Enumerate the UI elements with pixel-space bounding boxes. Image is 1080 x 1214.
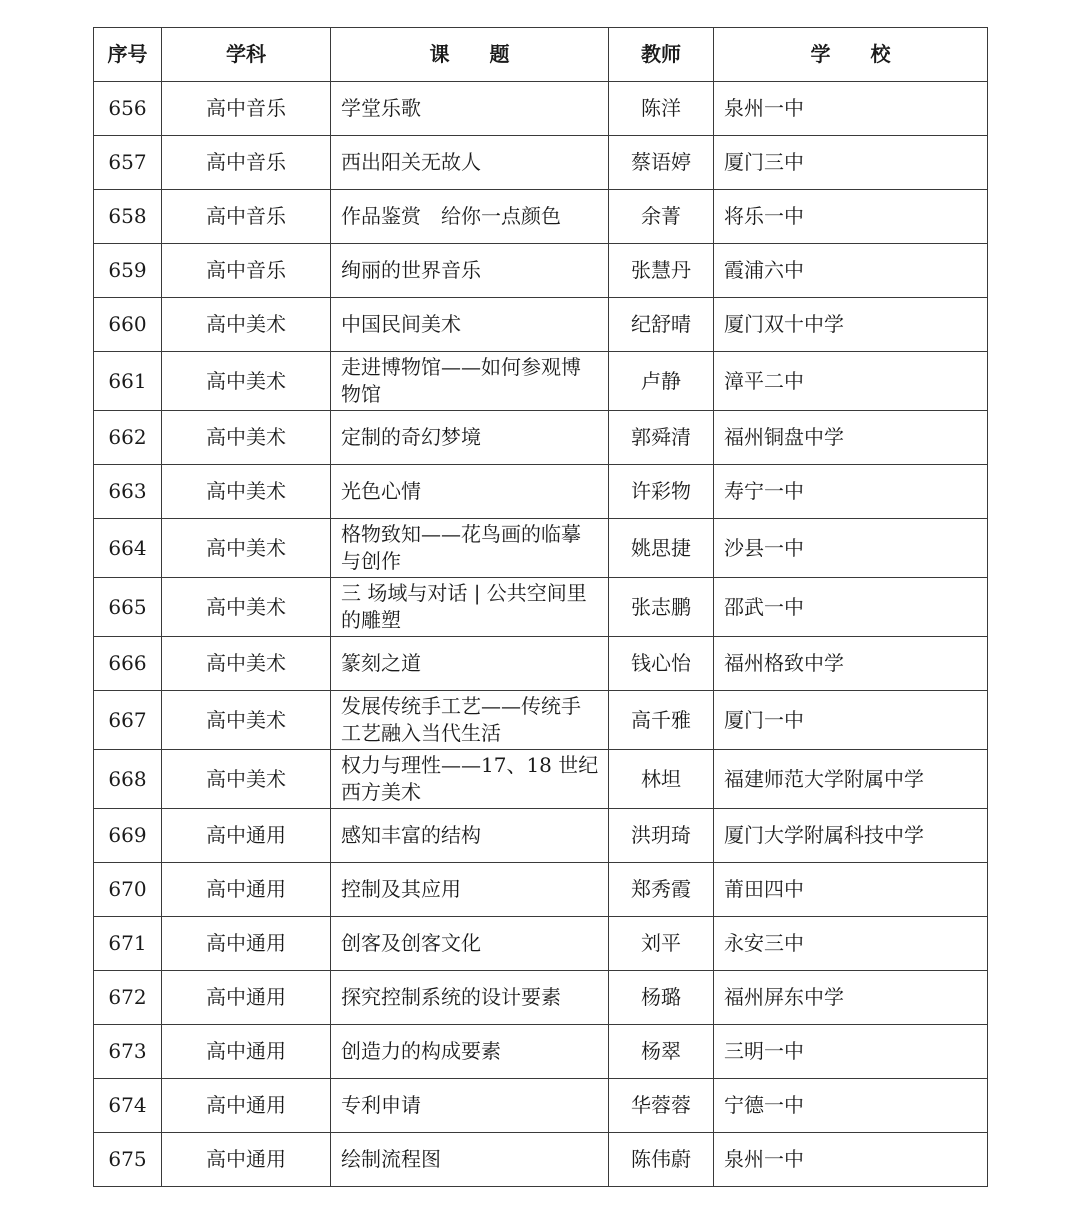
cell-teacher: 杨翠 [609,1025,714,1079]
table-row [94,82,988,136]
cell-num: 656 [94,82,162,136]
cell-subject: 高中音乐 [162,190,331,244]
cell-num: 673 [94,1025,162,1079]
cell-num: 674 [94,1079,162,1133]
cell-num: 671 [94,917,162,971]
cell-teacher: 许彩物 [609,465,714,519]
table-row [94,637,988,691]
header-school: 学 校 [714,28,988,82]
table-row [94,244,988,298]
cell-topic: 发展传统手工艺——传统手工艺融入当代生活 [331,691,609,750]
cell-teacher: 姚思捷 [609,519,714,578]
table-row [94,971,988,1025]
cell-subject: 高中美术 [162,465,331,519]
cell-topic: 格物致知——花鸟画的临摹与创作 [331,519,609,578]
cell-school: 寿宁一中 [714,465,988,519]
cell-topic: 控制及其应用 [331,863,609,917]
table-row [94,190,988,244]
cell-teacher: 刘平 [609,917,714,971]
header-row [94,28,988,82]
cell-topic: 探究控制系统的设计要素 [331,971,609,1025]
cell-num: 659 [94,244,162,298]
cell-subject: 高中通用 [162,1079,331,1133]
cell-school: 厦门大学附属科技中学 [714,809,988,863]
cell-school: 莆田四中 [714,863,988,917]
course-table [93,27,988,1187]
cell-num: 661 [94,352,162,411]
cell-subject: 高中美术 [162,637,331,691]
cell-school: 漳平二中 [714,352,988,411]
cell-school: 福州屏东中学 [714,971,988,1025]
cell-topic: 学堂乐歌 [331,82,609,136]
cell-subject: 高中美术 [162,298,331,352]
cell-num: 664 [94,519,162,578]
cell-teacher: 钱心怡 [609,637,714,691]
cell-subject: 高中音乐 [162,244,331,298]
cell-school: 泉州一中 [714,82,988,136]
cell-topic: 创造力的构成要素 [331,1025,609,1079]
table-row [94,1025,988,1079]
cell-topic: 感知丰富的结构 [331,809,609,863]
table-row [94,136,988,190]
cell-teacher: 郑秀霞 [609,863,714,917]
table-row [94,863,988,917]
header-subject: 学科 [162,28,331,82]
cell-teacher: 陈洋 [609,82,714,136]
cell-teacher: 纪舒晴 [609,298,714,352]
header-num: 序号 [94,28,162,82]
cell-num: 666 [94,637,162,691]
cell-subject: 高中美术 [162,411,331,465]
cell-teacher: 杨璐 [609,971,714,1025]
header-topic: 课 题 [331,28,609,82]
cell-subject: 高中音乐 [162,82,331,136]
table-row [94,917,988,971]
cell-school: 泉州一中 [714,1133,988,1187]
table-row [94,809,988,863]
cell-subject: 高中通用 [162,809,331,863]
table-row [94,411,988,465]
cell-num: 669 [94,809,162,863]
cell-num: 668 [94,750,162,809]
cell-topic: 绘制流程图 [331,1133,609,1187]
cell-school: 邵武一中 [714,578,988,637]
cell-teacher: 林坦 [609,750,714,809]
table-row [94,1133,988,1187]
header-teacher: 教师 [609,28,714,82]
cell-school: 宁德一中 [714,1079,988,1133]
table-row [94,519,988,578]
cell-topic: 权力与理性——17、18 世纪西方美术 [331,750,609,809]
cell-school: 福州格致中学 [714,637,988,691]
cell-school: 福建师范大学附属中学 [714,750,988,809]
cell-subject: 高中美术 [162,691,331,750]
cell-teacher: 洪玥琦 [609,809,714,863]
table-row [94,578,988,637]
cell-topic: 专利申请 [331,1079,609,1133]
cell-teacher: 张志鹏 [609,578,714,637]
cell-subject: 高中通用 [162,1133,331,1187]
cell-school: 福州铜盘中学 [714,411,988,465]
cell-school: 厦门一中 [714,691,988,750]
cell-num: 663 [94,465,162,519]
cell-num: 675 [94,1133,162,1187]
cell-subject: 高中美术 [162,519,331,578]
table-row [94,298,988,352]
cell-topic: 作品鉴赏 给你一点颜色 [331,190,609,244]
cell-subject: 高中通用 [162,917,331,971]
cell-topic: 创客及创客文化 [331,917,609,971]
table-row [94,465,988,519]
cell-topic: 定制的奇幻梦境 [331,411,609,465]
cell-teacher: 蔡语婷 [609,136,714,190]
cell-num: 662 [94,411,162,465]
cell-teacher: 卢静 [609,352,714,411]
cell-school: 厦门双十中学 [714,298,988,352]
cell-num: 672 [94,971,162,1025]
cell-subject: 高中通用 [162,971,331,1025]
cell-subject: 高中美术 [162,750,331,809]
cell-school: 沙县一中 [714,519,988,578]
cell-subject: 高中美术 [162,352,331,411]
table-row [94,352,988,411]
cell-topic: 三 场域与对话 | 公共空间里的雕塑 [331,578,609,637]
cell-topic: 西出阳关无故人 [331,136,609,190]
cell-subject: 高中通用 [162,1025,331,1079]
cell-teacher: 高千雅 [609,691,714,750]
cell-subject: 高中美术 [162,578,331,637]
cell-topic: 走进博物馆——如何参观博物馆 [331,352,609,411]
table-row [94,691,988,750]
cell-subject: 高中音乐 [162,136,331,190]
cell-school: 厦门三中 [714,136,988,190]
cell-school: 三明一中 [714,1025,988,1079]
cell-num: 657 [94,136,162,190]
cell-topic: 绚丽的世界音乐 [331,244,609,298]
cell-school: 将乐一中 [714,190,988,244]
cell-num: 660 [94,298,162,352]
cell-teacher: 张慧丹 [609,244,714,298]
cell-teacher: 陈伟蔚 [609,1133,714,1187]
cell-topic: 篆刻之道 [331,637,609,691]
table-row [94,750,988,809]
cell-school: 霞浦六中 [714,244,988,298]
cell-school: 永安三中 [714,917,988,971]
cell-teacher: 华蓉蓉 [609,1079,714,1133]
cell-teacher: 余菁 [609,190,714,244]
cell-topic: 光色心情 [331,465,609,519]
cell-subject: 高中通用 [162,863,331,917]
cell-num: 670 [94,863,162,917]
cell-topic: 中国民间美术 [331,298,609,352]
cell-teacher: 郭舜清 [609,411,714,465]
cell-num: 667 [94,691,162,750]
table-row [94,1079,988,1133]
cell-num: 665 [94,578,162,637]
cell-num: 658 [94,190,162,244]
